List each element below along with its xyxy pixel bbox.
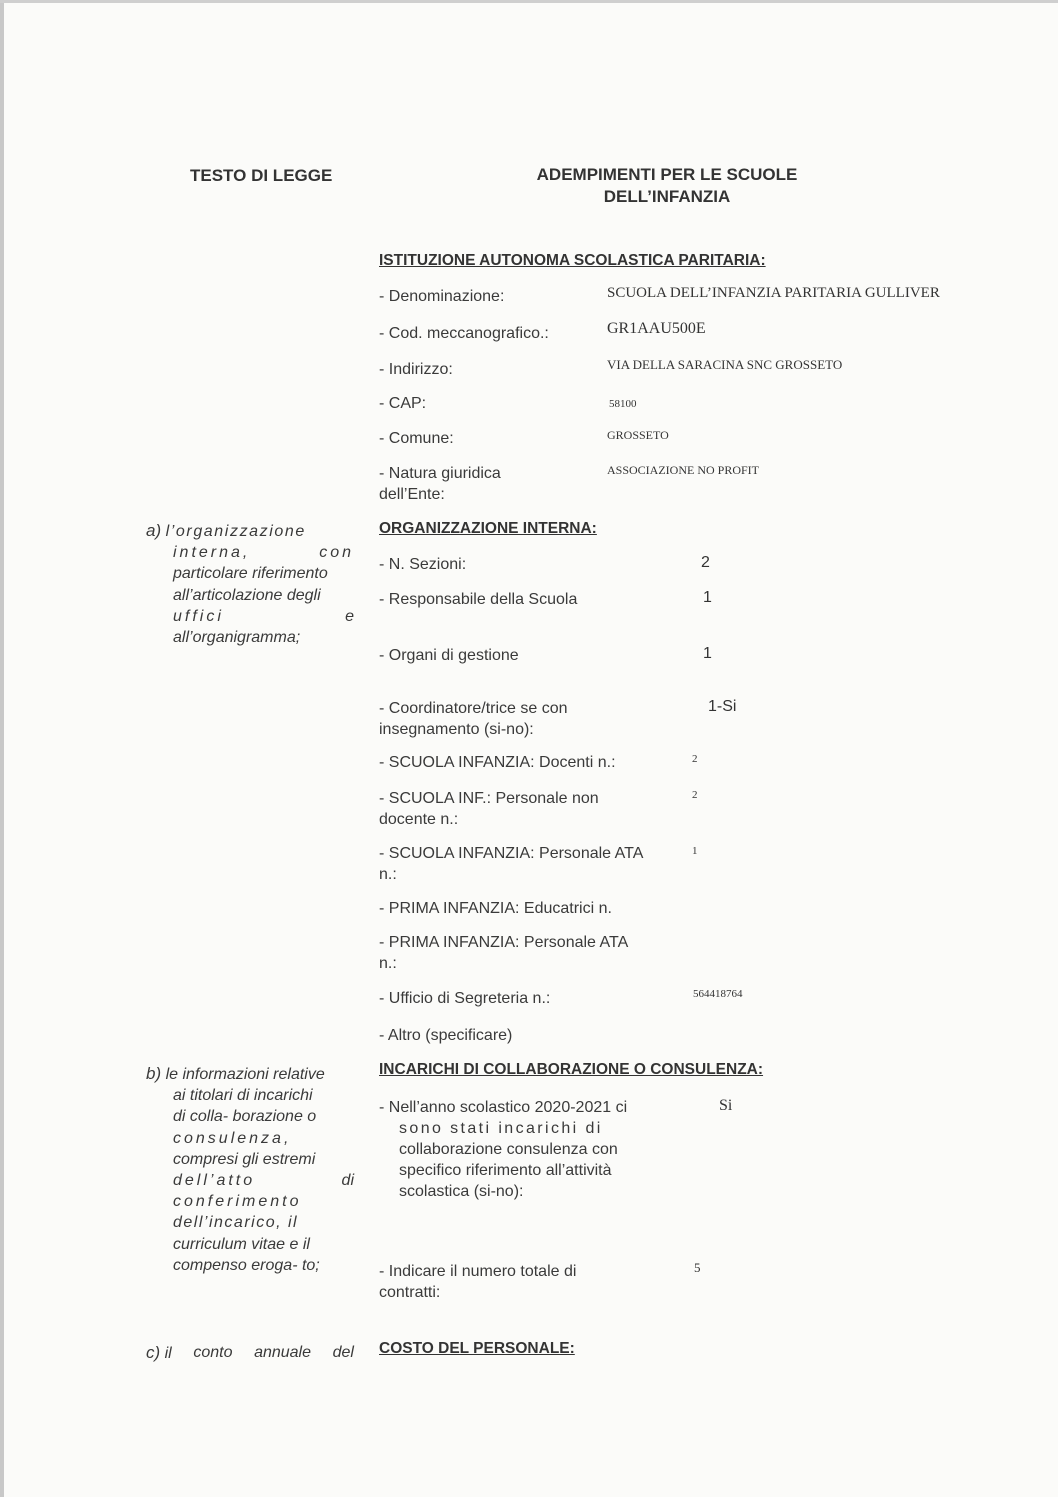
ata-label — [379, 843, 643, 885]
natura-giuridica-label — [379, 463, 501, 505]
law-b-line2: ai titolari di incarichi — [173, 1087, 313, 1105]
sezioni-value: 2 — [701, 554, 710, 571]
non-docente-label-line2: docente n.: — [379, 811, 459, 828]
incarichi-q1-line5: scolastica (si-no): — [399, 1183, 524, 1200]
coordinatore-value: 1-Si — [708, 698, 737, 715]
law-c-marker: c) — [146, 1343, 161, 1362]
law-a-marker: a) — [146, 521, 162, 540]
organi-gestione-label: - Organi di gestione — [379, 647, 519, 664]
law-c-word3: annuale — [254, 1344, 312, 1361]
responsabile-value: 1 — [703, 589, 712, 606]
law-b-line6a: dell’atto — [173, 1172, 256, 1190]
ata-label-line1: - SCUOLA INFANZIA: Personale ATA — [379, 845, 644, 862]
incarichi-q1-line4: specifico riferimento all’attività — [399, 1162, 612, 1179]
docenti-label: - SCUOLA INFANZIA: Docenti n.: — [379, 754, 616, 771]
right-title-line1: ADEMPIMENTI PER LE SCUOLE — [536, 165, 798, 184]
natura-giuridica-label-line1: - Natura giuridica — [379, 465, 501, 482]
natura-giuridica-value: ASSOCIAZIONE NO PROFIT — [607, 463, 760, 477]
indirizzo-label: - Indirizzo: — [379, 361, 453, 378]
law-a-line5b: e — [345, 607, 354, 625]
section-istituzione-heading: ISTITUZIONE AUTONOMA SCOLASTICA PARITARIA: — [379, 252, 766, 269]
law-b-line7: conferimento — [173, 1193, 302, 1211]
incarichi-q1-line3: collaborazione consulenza con — [399, 1141, 618, 1158]
ata-value: 1 — [692, 845, 698, 857]
incarichi-question-1 — [379, 1097, 671, 1202]
law-c-word4: del — [332, 1344, 354, 1361]
law-a-line2b: con — [319, 544, 354, 562]
law-a-line3: particolare riferimento — [173, 565, 328, 583]
cap-label: - CAP: — [379, 395, 427, 412]
altro-label: - Altro (specificare) — [379, 1027, 513, 1044]
prima-infanzia-ata-label — [379, 932, 628, 974]
law-a-line4: all’articolazione degli — [173, 586, 321, 604]
law-b-line5: compresi gli estremi — [173, 1150, 316, 1168]
sezioni-label: - N. Sezioni: — [379, 556, 467, 573]
scan-edge-top — [0, 0, 1058, 3]
law-b-line9: curriculum vitae e il — [173, 1235, 310, 1253]
incarichi-q2-value: 5 — [694, 1260, 701, 1275]
right-column-title — [505, 164, 829, 208]
law-text-c — [146, 1342, 354, 1364]
law-b-line8: dell’incarico, il — [173, 1214, 299, 1232]
law-a-line5a: uffici — [173, 607, 224, 625]
law-b-line10: compenso eroga- to; — [173, 1256, 320, 1274]
law-text-a — [146, 520, 354, 648]
incarichi-question-2 — [379, 1261, 576, 1303]
incarichi-q2-line1: - Indicare il numero totale di — [379, 1263, 577, 1280]
law-c-word2: conto — [193, 1344, 233, 1361]
law-a-line2a: interna, — [173, 544, 251, 562]
section-incarichi-heading: INCARICHI DI COLLABORAZIONE O CONSULENZA: — [379, 1061, 764, 1078]
section-organizzazione-heading: ORGANIZZAZIONE INTERNA: — [379, 520, 597, 537]
organi-gestione-value: 1 — [703, 645, 712, 662]
law-b-line3: di colla- borazione o — [173, 1108, 317, 1126]
coordinatore-label-line1: - Coordinatore/trice se con — [379, 700, 568, 717]
denominazione-label: - Denominazione: — [379, 288, 505, 305]
law-b-marker: b) — [146, 1064, 162, 1083]
educatrici-label: - PRIMA INFANZIA: Educatrici n. — [379, 900, 612, 917]
denominazione-value: SCUOLA DELL’INFANZIA PARITARIA GULLIVER — [607, 285, 940, 301]
incarichi-q2-line2: contratti: — [379, 1284, 441, 1301]
scan-edge-left — [0, 0, 4, 1497]
law-text-b — [146, 1063, 354, 1276]
responsabile-label: - Responsabile della Scuola — [379, 591, 578, 608]
law-a-line1: l’organizzazione — [165, 523, 306, 540]
comune-label: - Comune: — [379, 430, 454, 447]
indirizzo-value: VIA DELLA SARACINA SNC GROSSETO — [607, 357, 843, 372]
incarichi-q1-line1: - Nell’anno scolastico 2020-2021 ci — [379, 1099, 628, 1116]
non-docente-label — [379, 788, 599, 830]
segreteria-value: 564418764 — [693, 988, 743, 1000]
prima-ata-label-line2: n.: — [379, 955, 397, 972]
law-b-line6b: di — [341, 1172, 354, 1190]
natura-giuridica-label-line2: dell’Ente: — [379, 486, 445, 503]
segreteria-label: - Ufficio di Segreteria n.: — [379, 990, 551, 1007]
law-b-line1: le informazioni relative — [165, 1066, 325, 1083]
coordinatore-label — [379, 698, 568, 740]
cap-value: 58100 — [609, 398, 637, 410]
left-column-title: TESTO DI LEGGE — [190, 166, 333, 185]
law-c-word1: il — [164, 1345, 172, 1362]
cod-meccanografico-value: GR1AAU500E — [607, 320, 706, 337]
non-docente-value: 2 — [692, 789, 698, 801]
cod-meccanografico-label: - Cod. meccanografico.: — [379, 325, 549, 342]
law-a-line6: all’organigramma; — [173, 629, 301, 647]
coordinatore-label-line2: insegnamento (si-no): — [379, 721, 534, 738]
right-title-line2: DELL’INFANZIA — [603, 187, 731, 206]
non-docente-label-line1: - SCUOLA INF.: Personale non — [379, 790, 599, 807]
incarichi-q1-line2: sono stati incarichi di — [399, 1120, 603, 1137]
docenti-value: 2 — [692, 753, 698, 765]
comune-value: GROSSETO — [607, 428, 669, 442]
section-costo-heading: COSTO DEL PERSONALE: — [379, 1340, 575, 1357]
ata-label-line2: n.: — [379, 866, 397, 883]
incarichi-q1-value: Si — [719, 1097, 733, 1114]
prima-ata-label-line1: - PRIMA INFANZIA: Personale ATA — [379, 934, 629, 951]
law-b-line4: consulenza, — [173, 1129, 292, 1147]
